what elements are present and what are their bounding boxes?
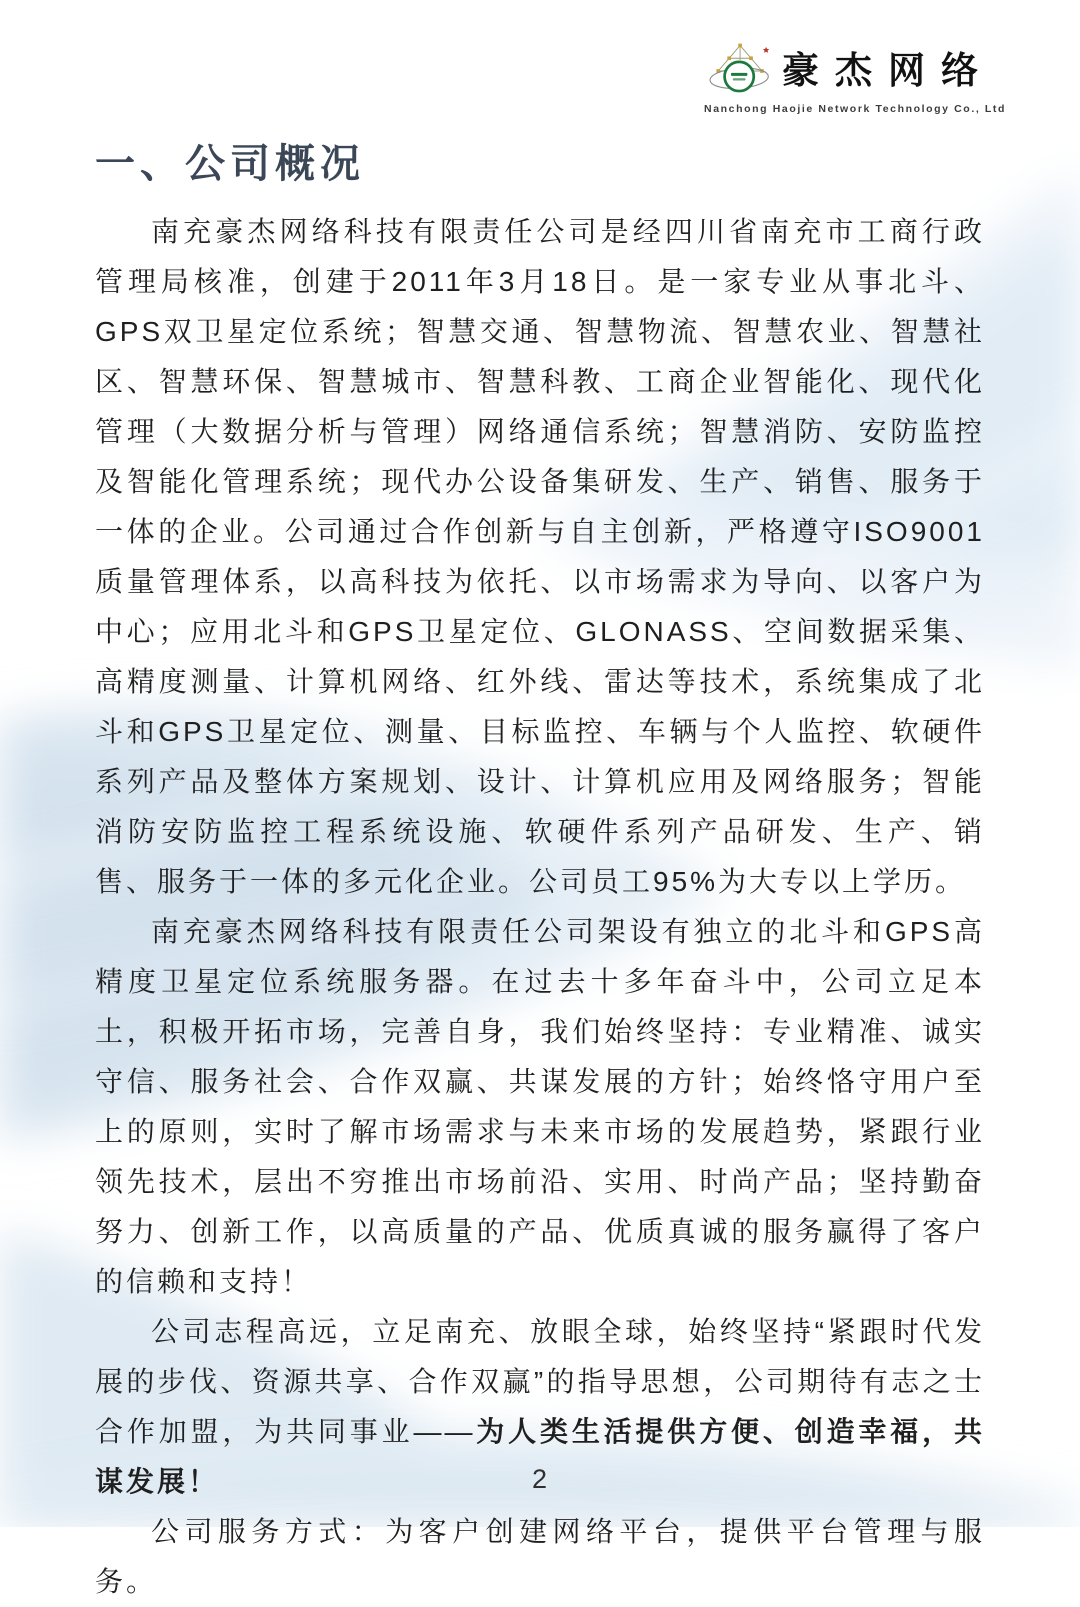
brand-subtitle: Nanchong Haojie Network Technology Co., Ltd [704,103,1006,115]
satellite-orbit-icon [704,40,778,102]
paragraph-company-intro: 南充豪杰网络科技有限责任公司是经四川省南充市工商行政管理局核准，创建于2011年3月18日。是一家专业从事北斗、GPS双卫星定位系统；智慧交通、智慧物流、智慧农业、智慧社区、智慧环保、智慧城市、智慧科教、工商企业智能化、现代化管理（大数据分析与管理）网络通信系统；智慧消防、安防监控及智能化管理系统；现代办公设备集研发、生产、销售、服务于一体的企业。公司通过合作创新与自主创新，严格遵守ISO9001质量管理体系，以高科技为依托、以市场需求为导向、以客户为中心；应用北斗和GPS卫星定位、GLONASS、空间数据采集、高精度测量、计算机网络、红外线、雷达等技术，系统集成了北斗和GPS卫星定位、测量、目标监控、车辆与个人监控、软硬件系列产品及整体方案规划、设计、计算机应用及网络服务；智能消防安防监控工程系统设施、软硬件系列产品研发、生产、销售、服务于一体的多元化企业。公司员工95%为大专以上学历。 [95,216,985,897]
brand-name: 豪杰网络 [782,49,995,91]
paragraph-service-mode: 公司服务方式：为客户创建网络平台，提供平台管理与服务。 [95,1516,985,1597]
paragraph-company-strategy: 南充豪杰网络科技有限责任公司架设有独立的北斗和GPS高精度卫星定位系统服务器。在过去十多年奋斗中，公司立足本土，积极开拓市场，完善自身，我们始终坚持：专业精准、诚实守信、服务社会、合作双赢、共谋发展的方针；始终恪守用户至上的原则，实时了解市场需求与未来市场的发展趋势，紧跟行业领先技术，层出不穷推出市场前沿、实用、时尚产品；坚持勤奋努力、创新工作，以高质量的产品、优质真诚的服务赢得了客户的信赖和支持！ [95,916,985,1297]
document-body [95,207,985,1607]
company-logo [704,40,1006,115]
vision-slogan-bold: 为人类生活提供方便、创造幸福，共谋发展！ [95,1416,985,1497]
section-heading: 一、公司概况 [95,142,365,186]
vision-text: 公司志程高远，立足南充、放眼全球，始终坚持“紧跟时代发展的步伐、资源共享、合作双赢”的指导思想，公司期待有志之士合作加盟，为共同事业—— [95,1316,985,1447]
page-number: 2 [531,1464,549,1494]
